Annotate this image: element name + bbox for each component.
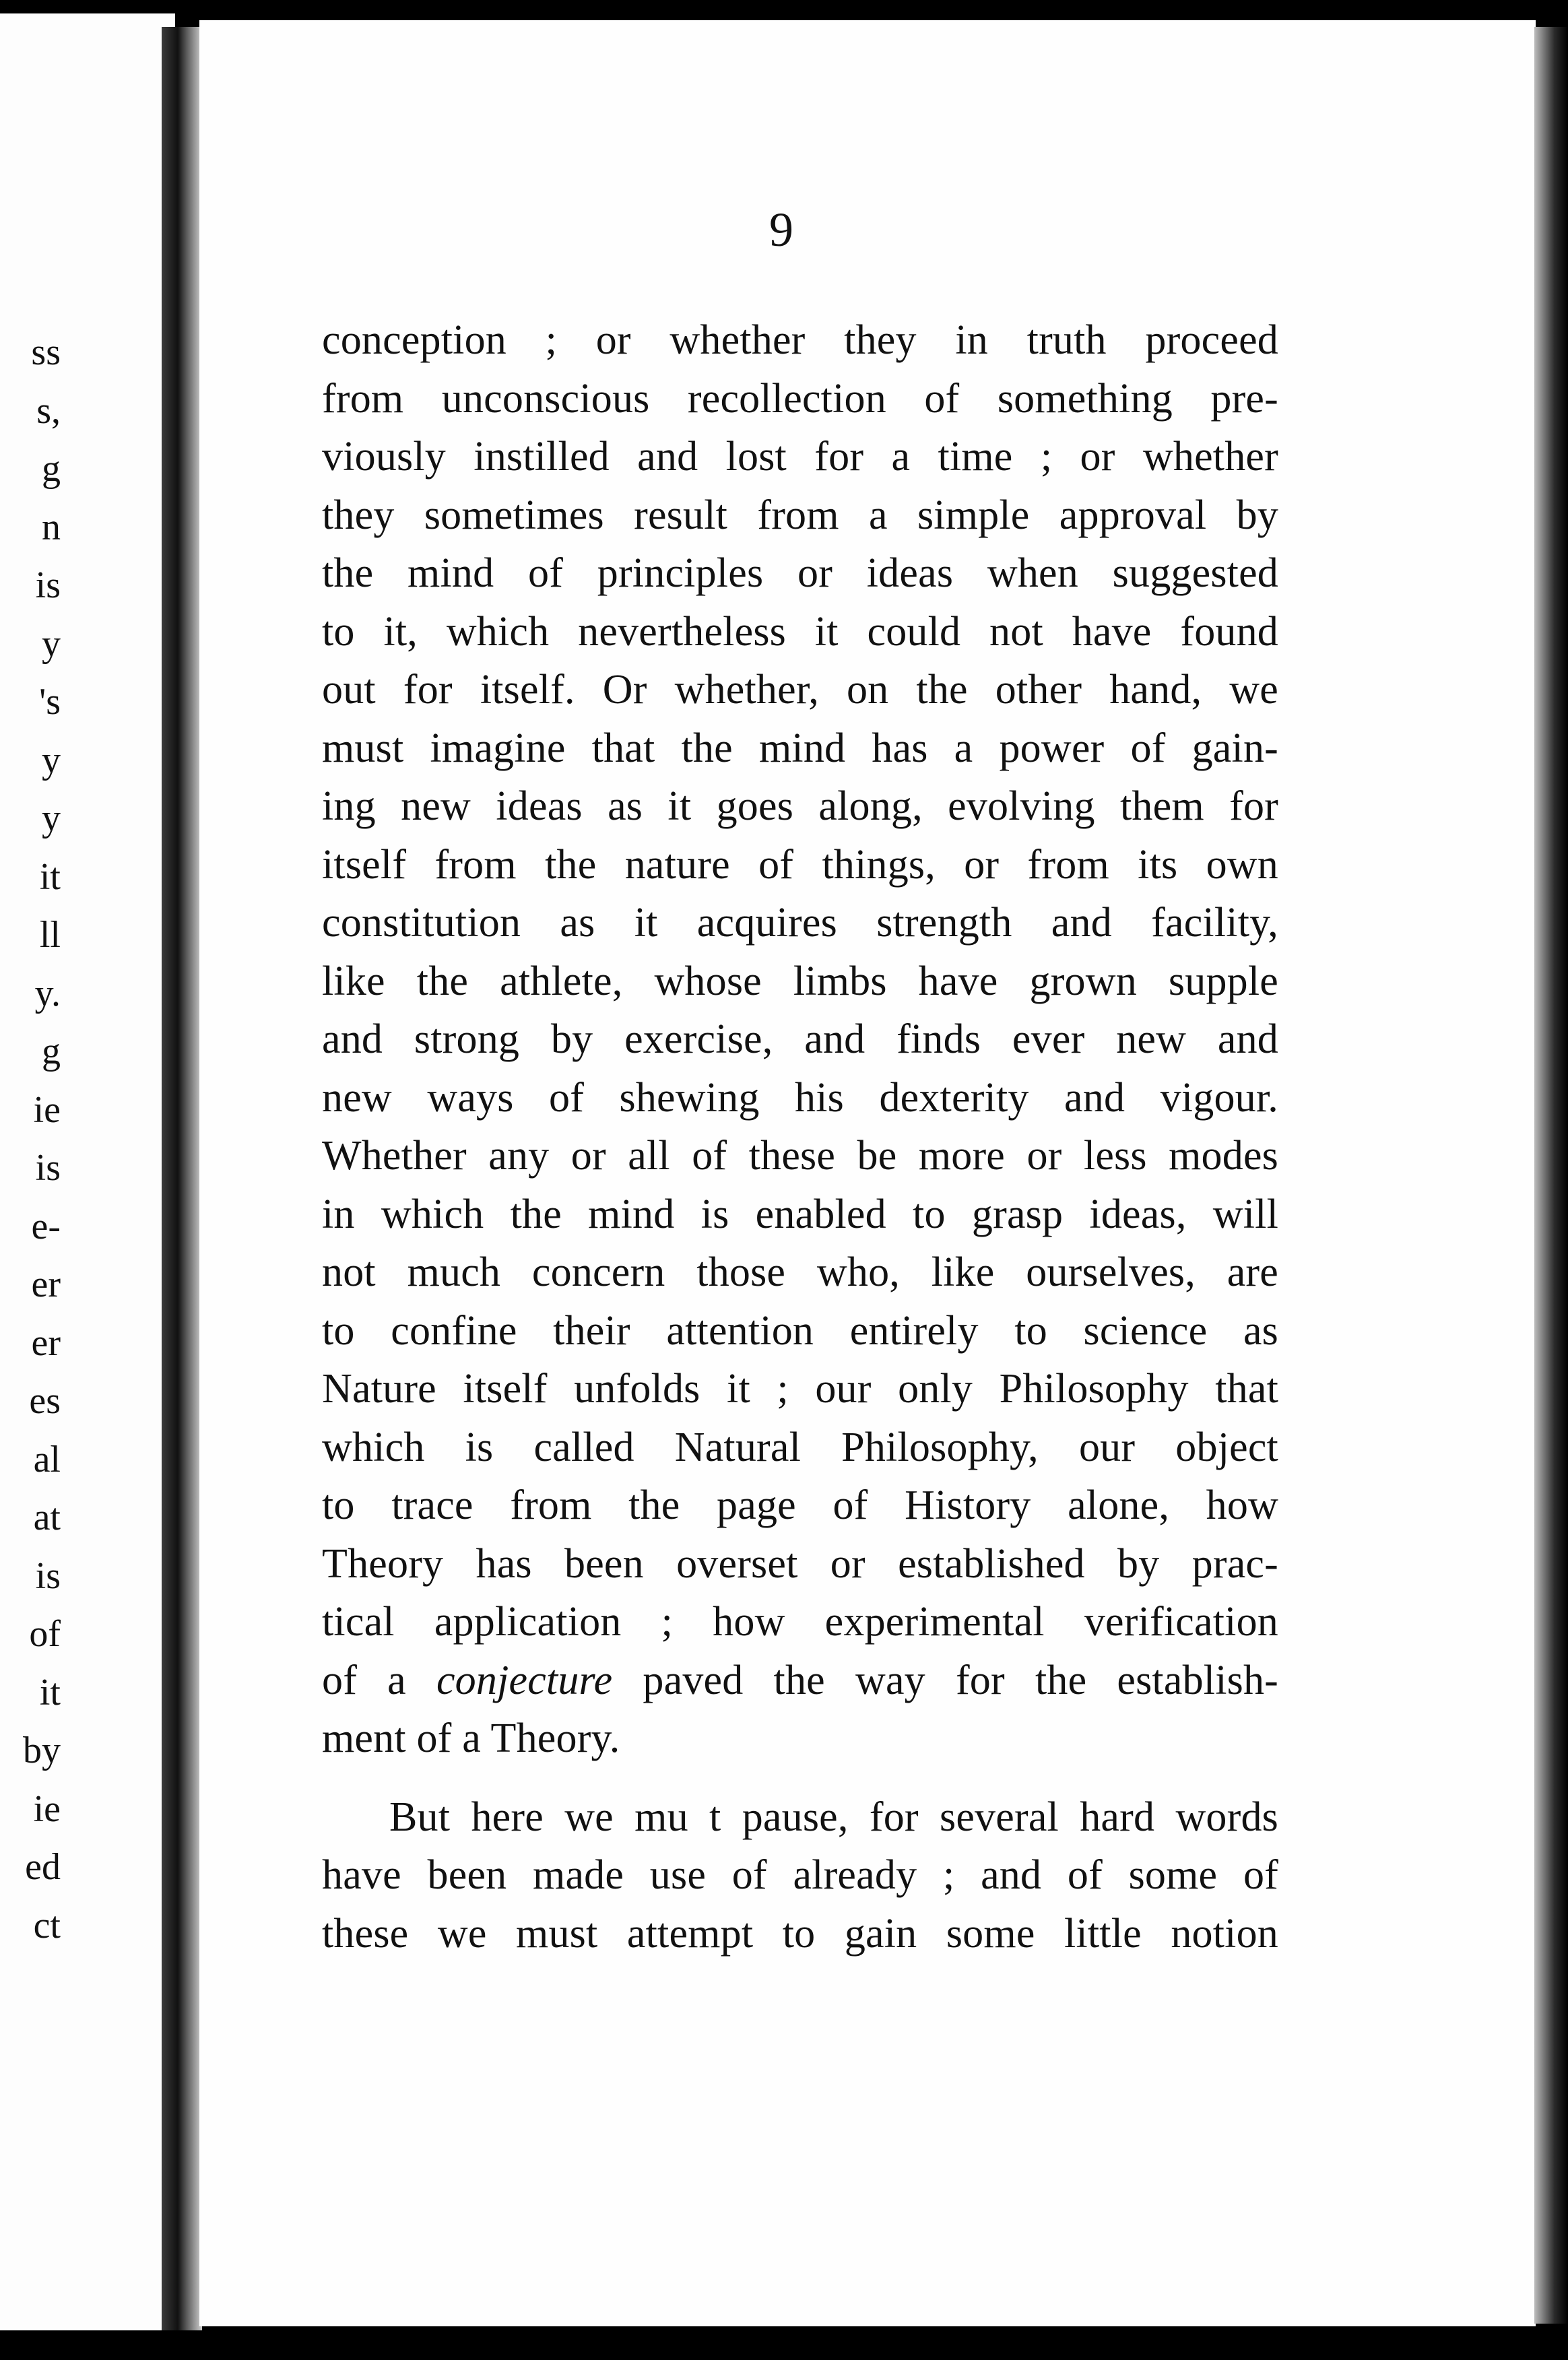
- text-line: But here we mu t pause, for several hard words: [389, 1794, 1278, 1840]
- text-line: constitution as it acquires strength and facility,: [322, 900, 1278, 946]
- previous-page-text-fragments: [0, 323, 61, 1955]
- fragment-line: by: [23, 1730, 61, 1771]
- fragment-line: y: [42, 739, 61, 781]
- fragment-line: is: [35, 1147, 61, 1189]
- text-line: which is called Natural Philosophy, our object: [322, 1424, 1278, 1470]
- fragment-line: 's: [39, 681, 61, 723]
- text-line: like the athlete, whose limbs have grown supple: [322, 958, 1278, 1004]
- text-line: itself from the nature of things, or from its own: [322, 841, 1278, 888]
- text-line: must imagine that the mind has a power of gain-: [322, 725, 1278, 771]
- text-line: conception ; or whether they in truth proceed: [322, 317, 1278, 363]
- fragment-line: g: [42, 448, 61, 490]
- fragment-line: al: [33, 1438, 61, 1480]
- text-line: Theory has been overset or established by prac-: [322, 1540, 1278, 1587]
- fragment-line: ss: [31, 331, 61, 373]
- text-line: have been made use of already ; and of some of: [322, 1852, 1278, 1898]
- fragment-line: y: [42, 622, 61, 665]
- text-line: viously instilled and lost for a time ; or whether: [322, 434, 1278, 480]
- text-line: and strong by exercise, and finds ever new and: [322, 1016, 1278, 1062]
- italic-emphasis: conjecture: [436, 1657, 613, 1703]
- fragment-line: n: [42, 506, 61, 548]
- fragment-line: ct: [33, 1904, 61, 1946]
- fragment-line: y: [42, 797, 61, 839]
- text-segment: of a: [322, 1657, 436, 1703]
- fragment-line: er: [31, 1264, 61, 1305]
- text-line: [322, 1651, 1278, 1710]
- fragment-line: es: [29, 1380, 61, 1422]
- page-edge-shadow: [1534, 27, 1568, 2324]
- text-line: in which the mind is enabled to grasp ideas, will: [322, 1191, 1278, 1237]
- previous-page: [0, 13, 175, 2330]
- text-line: Whether any or all of these be more or less modes: [322, 1133, 1278, 1179]
- fragment-line: e-: [31, 1205, 61, 1247]
- text-line: these we must attempt to gain some little notion: [322, 1910, 1278, 1957]
- text-line: new ways of shewing his dexterity and vigour.: [322, 1074, 1278, 1121]
- text-line: to it, which nevertheless it could not have found: [322, 608, 1278, 655]
- fragment-line: it: [39, 1671, 61, 1713]
- fragment-line: ed: [25, 1846, 61, 1888]
- text-line: to trace from the page of History alone, how: [322, 1482, 1278, 1528]
- fragment-line: of: [29, 1613, 61, 1655]
- text-line: not much concern those who, like ourselves, are: [322, 1249, 1278, 1295]
- body-text: [322, 311, 1278, 1963]
- fragment-line: y.: [34, 972, 61, 1014]
- fragment-line: it: [39, 855, 61, 898]
- fragment-line: at: [33, 1497, 61, 1538]
- text-line: they sometimes result from a simple approval by: [322, 492, 1278, 538]
- text-line: ing new ideas as it goes along, evolving them for: [322, 783, 1278, 829]
- page-number: 9: [769, 203, 793, 257]
- fragment-line: ie: [33, 1088, 61, 1131]
- text-line: out for itself. Or whether, on the other hand, we: [322, 667, 1278, 713]
- fragment-line: g: [42, 1030, 61, 1072]
- fragment-line: ie: [33, 1788, 61, 1830]
- fragment-line: is: [35, 564, 61, 606]
- fragment-line: ll: [39, 914, 61, 956]
- text-line: the mind of principles or ideas when suggested: [322, 550, 1278, 596]
- text-line: from unconscious recollection of something pre-: [322, 375, 1278, 422]
- fragment-line: er: [31, 1321, 61, 1364]
- book-gutter-shadow: [162, 27, 202, 2330]
- fragment-line: is: [35, 1554, 61, 1597]
- text-line: Nature itself unfolds it ; our only Philosophy that: [322, 1366, 1278, 1412]
- text-line: tical application ; how experimental verification: [322, 1599, 1278, 1645]
- text-line: ment of a Theory.: [322, 1715, 620, 1761]
- fragment-line: s,: [36, 389, 61, 432]
- text-line: to confine their attention entirely to science as: [322, 1307, 1278, 1354]
- text-segment: paved the way for the establish-: [612, 1657, 1278, 1703]
